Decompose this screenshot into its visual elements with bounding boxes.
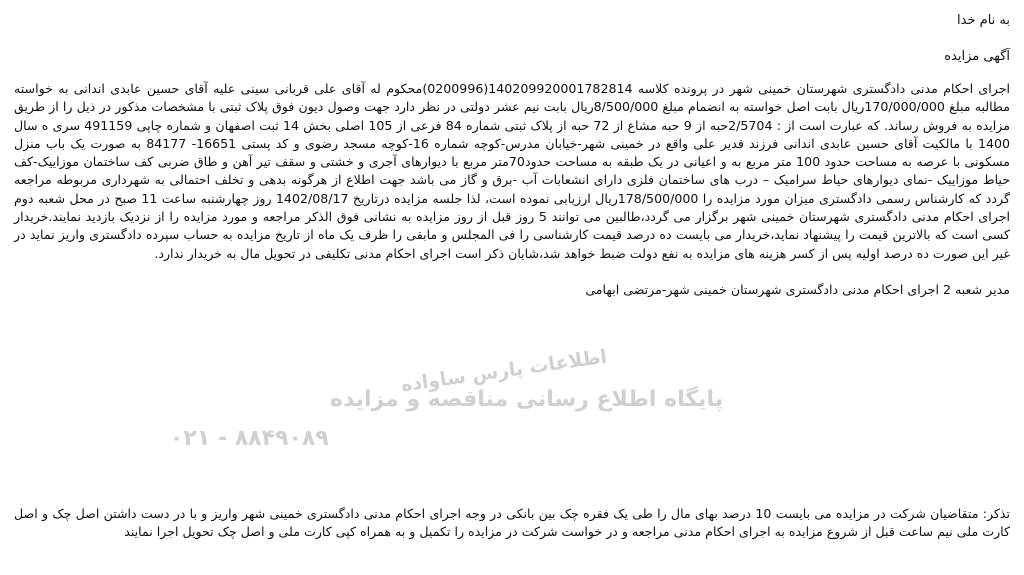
signature-line: مدیر شعبه 2 اجرای احکام مدنی دادگستری شهرستان خمینی شهر-مرتضی ابهامی	[585, 281, 1010, 297]
notice-body: اجرای احکام مدنی دادگستری شهرستان خمینی شهر در پرونده کلاسه 140209920001782814(0200996)محکوم له آقای علی قربانی سینی علیه آقای حسین عابدی اندانی به خواسته مطالبه مبلغ 170/000/000ریال بابت اصل خواسته به انضمام مبلغ 8/500/000ریال بابت نیم عشر دولتی در نظر دارد جهت وصول دیون فوق پلاک ثبتی با مشخصات مذکور در ذیل را از طریق مزایده به فروش رساند. که عبارت است از : 2/5704حبه از 9 حبه مشاع از 72 حبه از پلاک ثبتی شماره 84 فرعی از 105 اصلی بخش 14 ثبت اصفهان و شماره چاپی 491159 سری ه سال 1400 با مالکیت آقای حسین عابدی اندانی فرزند قدیر علی واقع در خمینی شهر-خیابان مدرس-کوچه شماره 16-کوچه مسجد رضوی و کد پستی 16651- 84177 به صورت یک باب منزل مسکونی با عرصه به مساحت حدود 100 متر مربع به و اعیانی در یک طبقه به مساحت حدود70متر مربع با دیوارهای آجری و خشتی و سقف تیر آهن و طاق ضربی کف ساختمان موزاییک-کف حیاط موزاییک -نمای دیوارهای حیاط سرامیک – درب های ساختمان فلزی دارای انشعابات آب -برق و گاز می باشد جهت اطلاع از هرگونه بدهی و تخلف احتمالی به شهرداری مربوطه مراجعه گردد که کارشناس رسمی دادگستری میزان مورد مزایده را 178/500/000ریال ارزیابی نموده است، لذا جلسه مزایده درتاریخ 1402/08/17 روز چهارشنبه ساعت 11 صبح در محل شعبه دوم اجرای احکام مدنی دادگستری شهرستان خمینی شهر برگزار می گردد،طالبین می توانند 5 روز قبل از روز مزایده به نشانی فوق الذکر مراجعه و مورد مزایده را از نزدیک بازدید نمایند.خریدار کسی است که بالاترین قیمت را پیشنهاد نماید،خریدار می بایست ده درصد قیمت کارشناسی را فی المجلس و مابقی را ظرف یک ماه از تاریخ مزایده به حساب سپرده دادگستری واریز نماید در غیر این صورت ده درصد اولیه پس از کسر هزینه های مزایده به نفع دولت ضبط خواهد شد،شایان ذکر است اجرای احکام مدنی تکلیفی در تحویل مال به خریدار ندارد.	[14, 81, 1011, 261]
notice-note: تذکر: متقاضیان شرکت در مزایده می بایست 10 درصد بهای مال را طی یک فقره چک بین بانکی در وجه اجرای احکام مدنی دادگستری خمینی شهر واریز و با در دست داشتن اصل چک و اصل کارت ملی نیم ساعت قبل از شروع مزایده به اجرای احکام مدنی مراجعه و در خواست شرکت در مزایده را تکمیل و به همراه کپی کارت ملی و اصل چک تحویل اجرا نمایند	[14, 505, 1011, 539]
watermark-line-2: پایگاه اطلاع رسانی مناقصه و مزایده	[330, 387, 723, 412]
bismillah-heading: به نام خدا	[957, 13, 1010, 28]
notice-title: آگهی مزایده	[944, 49, 1010, 64]
watermark-line-1: اطلاعات پارس ساواده	[399, 345, 609, 397]
watermark-phone: ۰۲۱ - ۸۸۴۹۰۸۹	[170, 426, 329, 451]
